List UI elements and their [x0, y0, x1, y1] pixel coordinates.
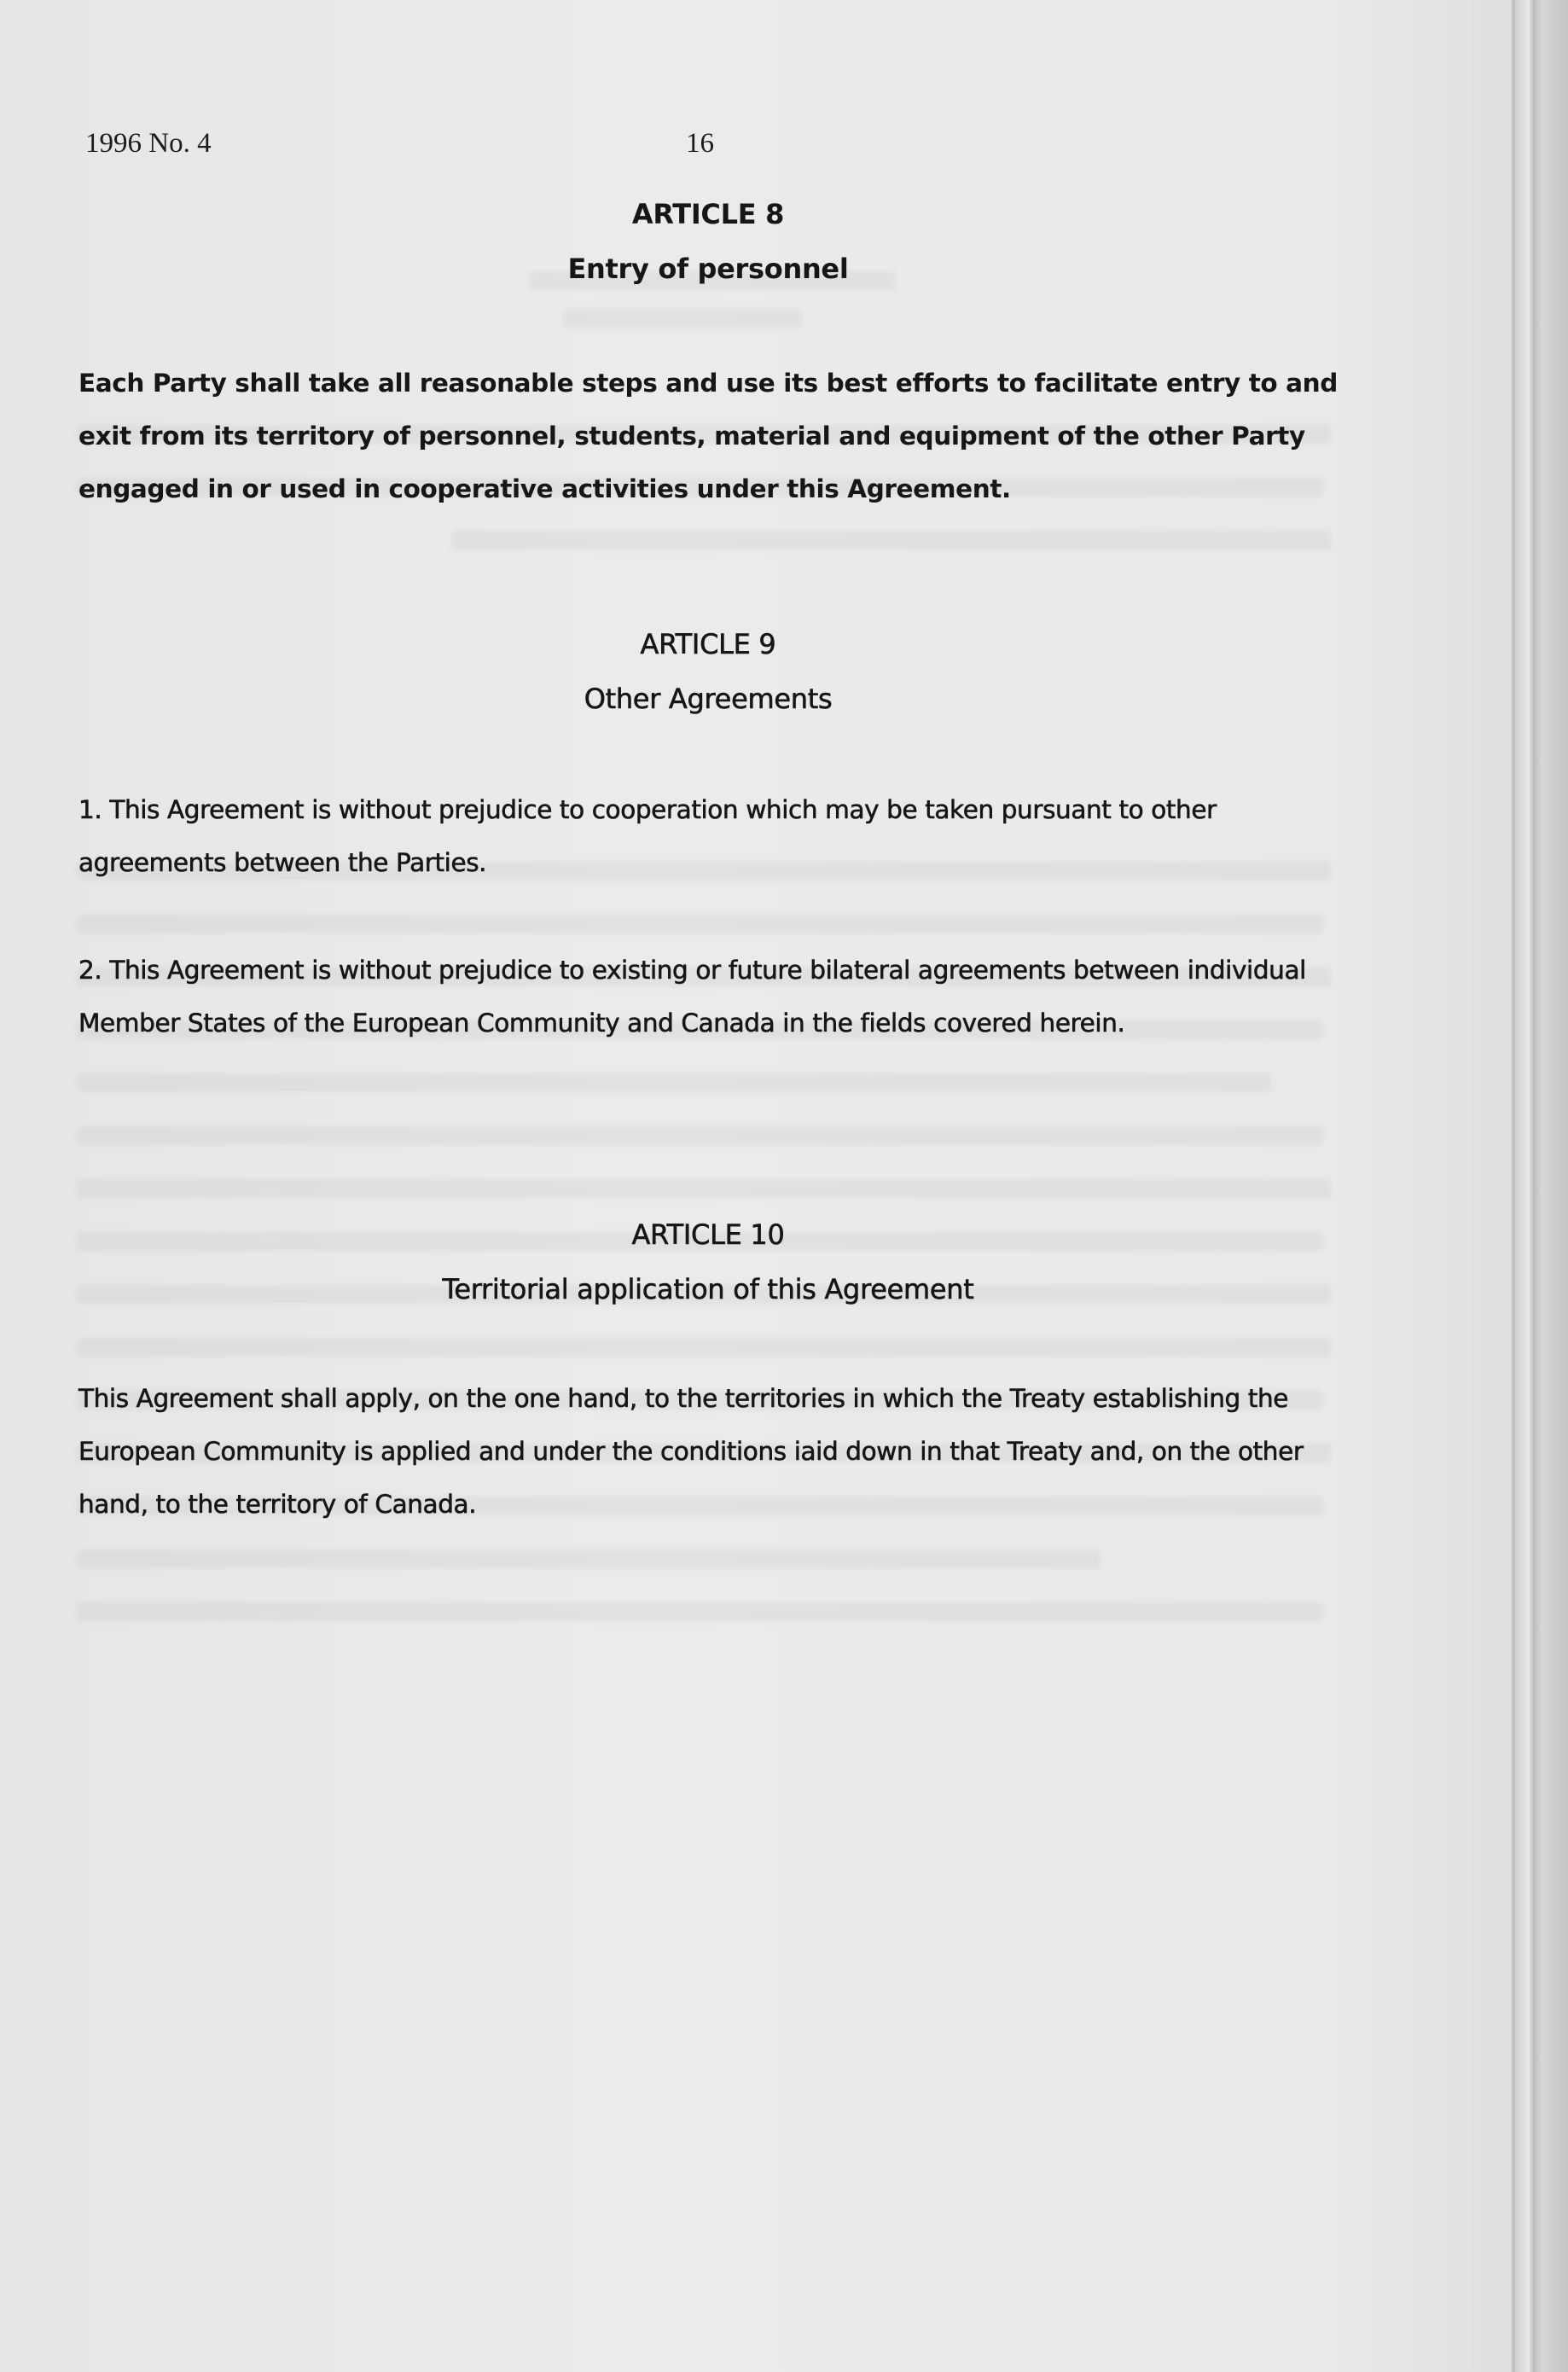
article-10-number: ARTICLE 10 — [631, 1218, 785, 1251]
article-10-text: This Agreement shall apply, on the one hand, to the territories in which the Treaty establishing the European Community is applied and under the conditions iaid down in that Treaty and, on the other hand, to the territory of Canada. — [78, 1384, 1304, 1519]
article-9-paragraph-1: 1. This Agreement is without prejudice to cooperation which may be taken pursuant to other agreements between the Parties. — [78, 795, 1217, 877]
article-9-number: ARTICLE 9 — [640, 628, 776, 660]
article-8-number: ARTICLE 8 — [631, 198, 785, 230]
article-8-text: Each Party shall take all reasonable steps and use its best efforts to facilitate entry to and exit from its territory of personnel, students, material and equipment of the other Party engaged in or used in cooperative activities under this Agreement. — [78, 369, 1338, 503]
document-reference: 1996 No. 4 — [85, 128, 212, 159]
page-binding-edge — [1515, 0, 1568, 2372]
article-10-title: Territorial application of this Agreement — [442, 1273, 974, 1305]
article-8-title: Entry of personnel — [567, 253, 849, 285]
article-9-paragraph-2: 2. This Agreement is without prejudice to existing or future bilateral agreements between individual Member States of the European Community and Canada in the fields covered herein. — [78, 956, 1306, 1038]
page-number: 16 — [686, 128, 714, 159]
article-9-title: Other Agreements — [584, 683, 833, 715]
